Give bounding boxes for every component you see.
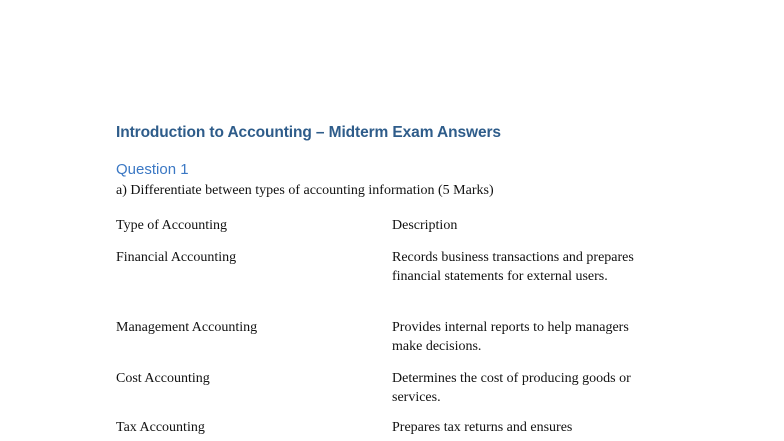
document-title: Introduction to Accounting – Midterm Exam Answers	[116, 124, 501, 141]
table-row-2-type: Management Accounting	[116, 320, 258, 335]
table-row-2-description: Provides internal reports to help managers make decisions.	[392, 320, 629, 354]
table-row-1-type: Financial Accounting	[116, 250, 237, 265]
table-row-4-type: Tax Accounting	[116, 420, 205, 435]
question-heading: Question 1	[116, 161, 189, 178]
question-prompt: a) Differentiate between types of accounting information (5 Marks)	[116, 183, 494, 198]
table-row-1-description: Records business transactions and prepares financial statements for external users.	[392, 250, 634, 284]
table-row-3-type: Cost Accounting	[116, 371, 210, 386]
table-row-4-description: Prepares tax returns and ensures	[392, 420, 573, 435]
table-header-type: Type of Accounting	[116, 218, 227, 233]
table-row-3-description: Determines the cost of producing goods or services.	[392, 371, 631, 405]
table-header-description: Description	[392, 218, 458, 233]
